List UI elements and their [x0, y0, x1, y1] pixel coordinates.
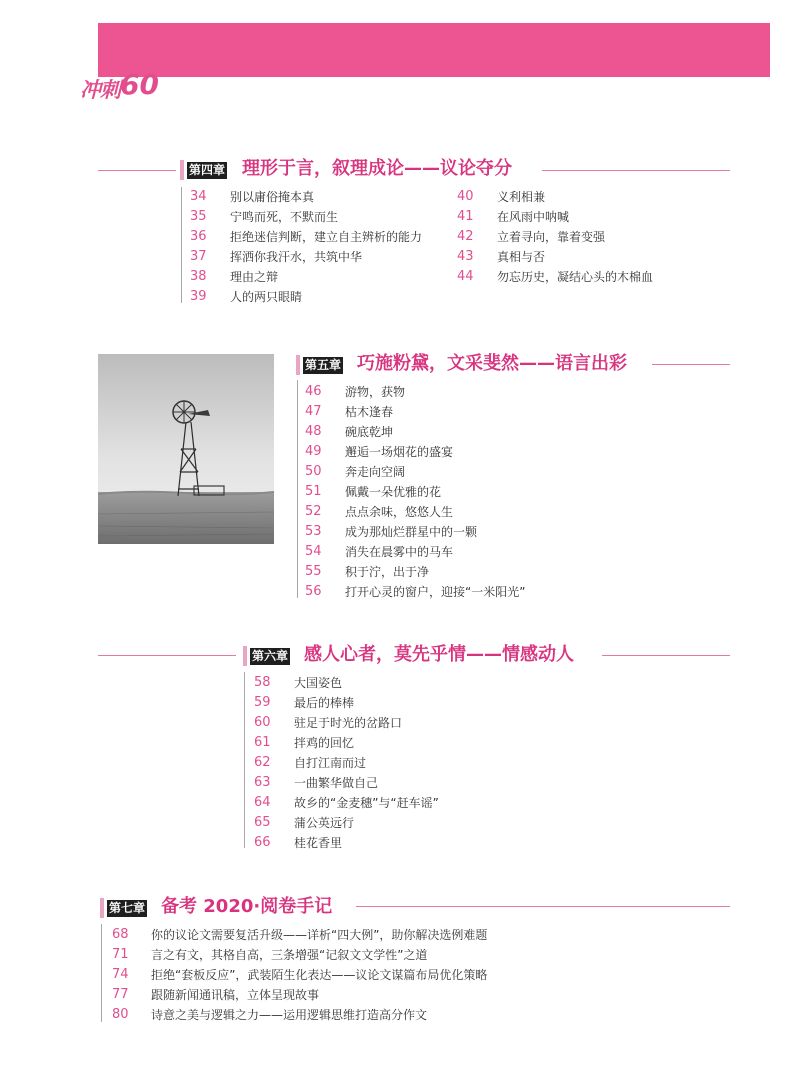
page-number: 41: [457, 209, 474, 224]
entry-title: 驻足于时光的岔路口: [294, 716, 403, 730]
logo-text: 冲刺: [80, 78, 120, 102]
chapter-4-rule: [181, 187, 182, 303]
chapter-6-line-right: [602, 655, 730, 656]
page-number: 43: [457, 249, 474, 264]
entry-title: 真相与否: [497, 250, 546, 264]
page-number: 52: [305, 504, 322, 519]
logo: [80, 68, 159, 106]
page-number: 53: [305, 524, 322, 539]
page-number: 50: [305, 464, 322, 479]
chapter-6-line-left: [98, 655, 236, 656]
page-number: 38: [190, 269, 207, 284]
chapter-7-title: 备考 2020·阅卷手记: [161, 896, 333, 917]
page-number: 34: [190, 189, 207, 204]
page-number: 55: [305, 564, 322, 579]
page-number: 61: [254, 735, 271, 750]
chapter-6-badge: 第六章: [252, 649, 289, 663]
entry-title: 自打江南而过: [294, 756, 367, 770]
page-number: 58: [254, 675, 271, 690]
entry-title: 成为那灿烂群星中的一颗: [345, 525, 478, 539]
page-number: 39: [190, 289, 207, 304]
page-number: 74: [112, 967, 129, 982]
chapter-7-line-right: [356, 906, 730, 907]
entry-title: 人的两只眼睛: [230, 290, 303, 304]
entry-title: 立着寻向，靠着变强: [497, 230, 606, 244]
entry-title: 一曲繁华做自己: [294, 776, 379, 790]
chapter-4-line-left: [98, 170, 176, 171]
page-number: 64: [254, 795, 271, 810]
entry-title: 积于泞，出于净: [345, 565, 430, 579]
entry-title: 消失在晨雾中的马车: [345, 545, 454, 559]
entry-title: 拒绝“套板反应”，武装陌生化表达——议论文谋篇布局优化策略: [151, 968, 488, 982]
entry-title: 最后的棒棒: [294, 696, 355, 710]
page-number: 51: [305, 484, 322, 499]
page-number: 40: [457, 189, 474, 204]
page-number: 44: [457, 269, 474, 284]
entry-title: 在风雨中呐喊: [497, 210, 570, 224]
entry-title: 勿忘历史，凝结心头的木棉血: [497, 270, 654, 284]
entry-title: 跟随新闻通讯稿，立体呈现故事: [151, 988, 320, 1002]
header-bar: [98, 23, 770, 77]
entry-title: 碗底乾坤: [345, 425, 394, 439]
page-number: 36: [190, 229, 207, 244]
entry-title: 桂花香里: [294, 836, 343, 850]
page-number: 62: [254, 755, 271, 770]
page-number: 77: [112, 987, 129, 1002]
chapter-6-rule: [244, 672, 245, 848]
entry-title: 游物，获物: [345, 385, 406, 399]
chapter-4-badge: 第四章: [189, 163, 226, 177]
entry-title: 奔走向空阔: [345, 465, 406, 479]
entry-title: 义利相兼: [497, 190, 546, 204]
chapter-4-title: 理形于言，叙理成论——议论夺分: [242, 158, 512, 179]
page-number: 35: [190, 209, 207, 224]
entry-title: 言之有文，其格自高，三条增强“记叙文文学性”之道: [151, 948, 428, 962]
chapter-5-line-right: [652, 364, 730, 365]
entry-title: 理由之辩: [230, 270, 279, 284]
entry-title: 枯木逢春: [345, 405, 394, 419]
chapter-5-title: 巧施粉黛，文采斐然——语言出彩: [357, 353, 627, 374]
chapter-7-bar: [100, 898, 104, 918]
entry-title: 邂逅一场烟花的盛宴: [345, 445, 454, 459]
entry-title: 宁鸣而死，不默而生: [230, 210, 339, 224]
entry-title: 别以庸俗掩本真: [230, 190, 315, 204]
entry-title: 拌鸡的回忆: [294, 736, 355, 750]
entry-title: 点点余味，悠悠人生: [345, 505, 454, 519]
chapter-5-rule: [297, 380, 298, 598]
chapter-5-badge: 第五章: [305, 358, 342, 372]
chapter-4-bar: [180, 160, 184, 180]
entry-title: 打开心灵的窗户，迎接“一米阳光”: [345, 585, 526, 599]
windmill-photo: [98, 354, 274, 544]
page-number: 49: [305, 444, 322, 459]
page-number: 48: [305, 424, 322, 439]
entry-title: 拒绝迷信判断，建立自主辨析的能力: [230, 230, 423, 244]
entry-title: 你的议论文需要复活升级——详析“四大例”，助你解决选例难题: [151, 928, 488, 942]
logo-number: 60: [120, 68, 159, 101]
page-number: 60: [254, 715, 271, 730]
entry-title: 诗意之美与逻辑之力——运用逻辑思维打造高分作文: [151, 1008, 428, 1022]
page-number: 66: [254, 835, 271, 850]
page-number: 54: [305, 544, 322, 559]
page-number: 37: [190, 249, 207, 264]
page-number: 80: [112, 1007, 129, 1022]
page-number: 56: [305, 584, 322, 599]
entry-title: 佩戴一朵优雅的花: [345, 485, 442, 499]
entry-title: 挥洒你我汗水，共筑中华: [230, 250, 363, 264]
entry-title: 大国姿色: [294, 676, 343, 690]
entry-title: 蒲公英远行: [294, 816, 355, 830]
chapter-7-badge: 第七章: [109, 901, 146, 915]
page-number: 59: [254, 695, 271, 710]
page-number: 47: [305, 404, 322, 419]
page-number: 68: [112, 927, 129, 942]
chapter-6-title: 感人心者，莫先乎情——情感动人: [304, 644, 574, 665]
page-number: 71: [112, 947, 129, 962]
page-number: 65: [254, 815, 271, 830]
chapter-4-line-right: [542, 170, 730, 171]
page-number: 42: [457, 229, 474, 244]
page-number: 46: [305, 384, 322, 399]
chapter-7-rule: [101, 924, 102, 1022]
entry-title: 故乡的“金麦穗”与“赶车谣”: [294, 796, 439, 810]
chapter-6-bar: [243, 646, 247, 666]
chapter-5-bar: [296, 355, 300, 375]
page-number: 63: [254, 775, 271, 790]
